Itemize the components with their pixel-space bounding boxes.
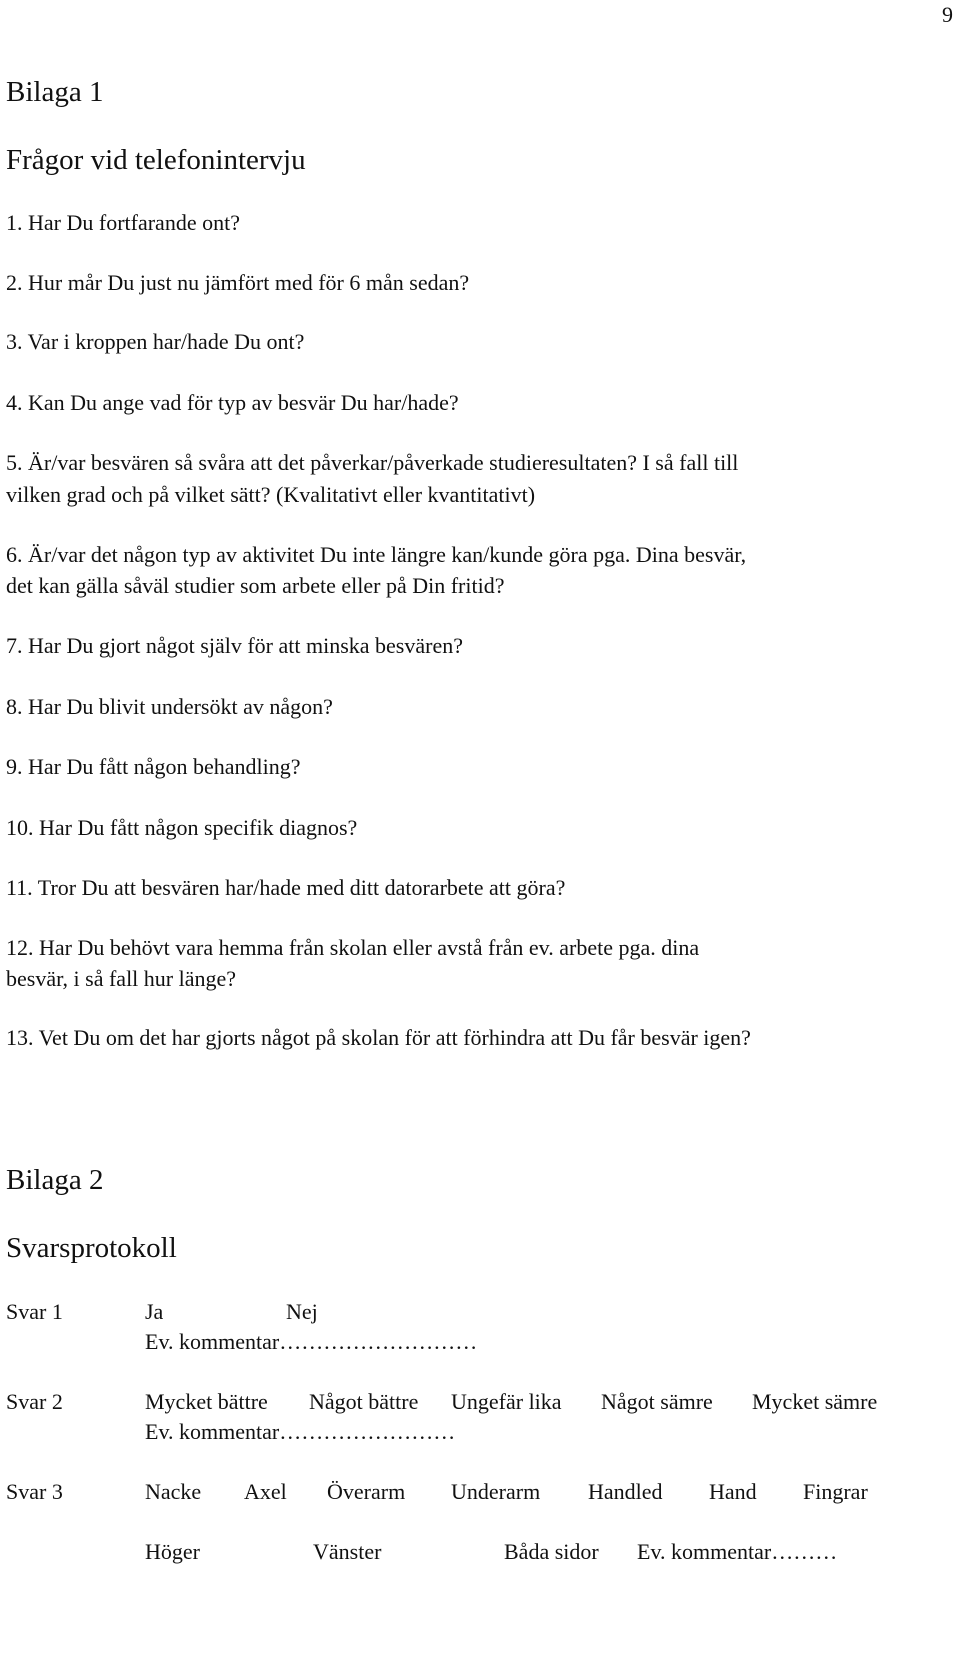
question-9: 9. Har Du fått någon behandling? <box>6 754 301 779</box>
appendix2-title: Bilaga 2 <box>6 1164 104 1196</box>
answer-2-option-mycket-samre: Mycket sämre <box>752 1389 878 1414</box>
answer-2-option-mycket-battre: Mycket bättre <box>145 1389 268 1414</box>
question-10: 10. Har Du fått någon specifik diagnos? <box>6 815 358 840</box>
answer-3-option-underarm: Underarm <box>451 1479 541 1504</box>
question-6-line2: det kan gälla såväl studier som arbete eller på Din fritid? <box>6 573 505 598</box>
question-1: 1. Har Du fortfarande ont? <box>6 210 240 235</box>
page-number: 9 <box>942 2 953 27</box>
answer-1-option-nej: Nej <box>286 1299 318 1324</box>
answer-3-option-axel: Axel <box>244 1479 287 1504</box>
appendix2-subtitle: Svarsprotokoll <box>6 1232 177 1264</box>
appendix1-title: Bilaga 1 <box>6 76 104 108</box>
answer-3-option-handled: Handled <box>588 1479 663 1504</box>
answer-2-comment: Ev. kommentar…………………… <box>145 1419 456 1444</box>
question-12-line2: besvär, i så fall hur länge? <box>6 966 237 991</box>
answer-1-comment: Ev. kommentar……………………… <box>145 1329 478 1354</box>
question-3: 3. Var i kroppen har/hade Du ont? <box>6 329 305 354</box>
answer-3-option-fingrar: Fingrar <box>803 1479 868 1504</box>
answer-2-option-ungefar-lika: Ungefär lika <box>451 1389 562 1414</box>
question-5-line1: 5. Är/var besvären så svåra att det påverkar/påverkade studieresultaten? I så fall till <box>6 450 739 475</box>
question-7: 7. Har Du gjort något själv för att minska besvären? <box>6 633 463 658</box>
answer-2-option-nagot-samre: Något sämre <box>601 1389 713 1414</box>
answer-3-option-hand: Hand <box>709 1479 757 1504</box>
answer-3-option-nacke: Nacke <box>145 1479 202 1504</box>
answer-3-option-vanster: Vänster <box>313 1539 382 1564</box>
appendix1-subtitle: Frågor vid telefonintervju <box>6 144 306 176</box>
answer-3-option-bada-sidor: Båda sidor <box>504 1539 599 1564</box>
question-11: 11. Tror Du att besvären har/hade med ditt datorarbete att göra? <box>6 875 566 900</box>
question-2: 2. Hur mår Du just nu jämfört med för 6 mån sedan? <box>6 270 470 295</box>
answer-3-label: Svar 3 <box>6 1479 63 1504</box>
question-6-line1: 6. Är/var det någon typ av aktivitet Du inte längre kan/kunde göra pga. Dina besvär, <box>6 542 747 567</box>
question-4: 4. Kan Du ange vad för typ av besvär Du har/hade? <box>6 390 459 415</box>
answer-3-option-hoger: Höger <box>145 1539 200 1564</box>
answer-1-option-ja: Ja <box>145 1299 164 1324</box>
question-8: 8. Har Du blivit undersökt av någon? <box>6 694 333 719</box>
question-5-line2: vilken grad och på vilket sätt? (Kvalitativt eller kvantitativt) <box>6 482 536 507</box>
answer-2-label: Svar 2 <box>6 1389 63 1414</box>
answer-3-option-overarm: Överarm <box>327 1479 406 1504</box>
answer-2-option-nagot-battre: Något bättre <box>309 1389 419 1414</box>
question-12-line1: 12. Har Du behövt vara hemma från skolan eller avstå från ev. arbete pga. dina <box>6 935 700 960</box>
answer-1-label: Svar 1 <box>6 1299 63 1324</box>
question-13: 13. Vet Du om det har gjorts något på skolan för att förhindra att Du får besvär igen? <box>6 1025 751 1050</box>
answer-3-comment: Ev. kommentar……… <box>637 1539 838 1564</box>
